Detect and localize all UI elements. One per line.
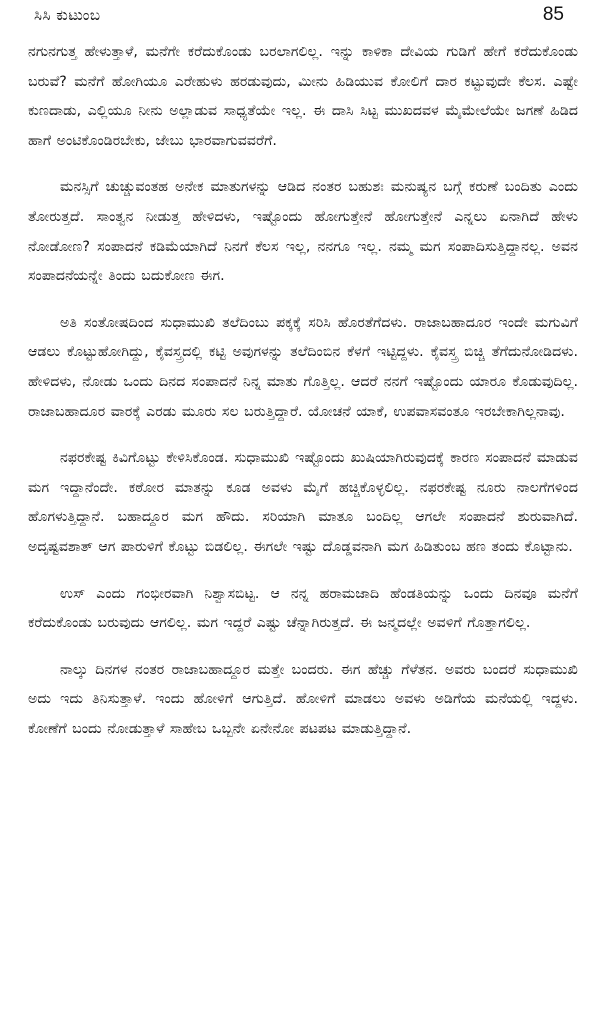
paragraph-6: ನಾಲ್ಕು ದಿನಗಳ ನಂತರ ರಾಜಾಬಹಾದ್ದೂರ ಮತ್ತೇ ಬಂದರು. ಈಗ ಹೆಚ್ಚು ಗೆಳೆತನ. ಅವರು ಬಂದರೆ ಸುಧಾಮುಖಿ ಅದು ಇದು ತಿನಿಸುತ್ತಾಳೆ. ಇಂದು ಹೋಳಿಗೆ ಆಗುತ್ತಿದೆ. ಹೋಳಿಗೆ ಮಾಡಲು ಅವಳು ಅಡಿಗೆಯ ಮನೆಯಲ್ಲಿ ಇದ್ದಳು. ಕೋಣೆಗೆ ಬಂದು ನೋಡುತ್ತಾಳೆ ಸಾಹೇಬ ಒಬ್ಬನೇ ಏನೇನೋ ಪಟಪಟ ಮಾಡುತ್ತಿದ್ದಾನೆ.: [28, 661, 578, 737]
paragraph-2: ಮನಸ್ಸಿಗೆ ಚುಚ್ಚುವಂತಹ ಅನೇಕ ಮಾತುಗಳನ್ನು ಆಡಿದ ನಂತರ ಬಹುಶಃ ಮನುಷ್ಯನ ಬಗ್ಗೆ ಕರುಣೆ ಬಂದಿತು ಎಂದು ತೋರುತ್ತದೆ. ಸಾಂತ್ವನ ನೀಡುತ್ತ ಹೇಳಿದಳು, ಇಷ್ಟೊಂದು ಹೋಗುತ್ತೇನೆ ಹೋಗುತ್ತೇನೆ ಎನ್ನಲು ಏನಾಗಿದೆ ಹೇಳು ನೋಡೋಣ? ಸಂಪಾದನೆ ಕಡಿಮೆಯಾಗಿದೆ ನಿನಗೆ ಕೆಲಸ ಇಲ್ಲ, ನನಗೂ ಇಲ್ಲ. ನಮ್ಮ ಮಗ ಸಂಪಾದಿಸುತ್ತಿದ್ದಾನಲ್ಲ. ಅವನ ಸಂಪಾದನೆಯನ್ನೇ ತಿಂದು ಬದುಕೋಣ ಈಗ.: [28, 179, 578, 285]
body-text: [28, 38, 578, 744]
running-title: ಸಿಸಿ ಕುಟುಂಬ: [34, 6, 101, 24]
paragraph-4: ನಫರಕೇಷ್ಟ ಕಿವಿಗೊಟ್ಟು ಕೇಳಿಸಿಕೊಂಡ. ಸುಧಾಮುಖಿ ಇಷ್ಟೊಂದು ಖುಷಿಯಾಗಿರುವುದಕ್ಕೆ ಕಾರಣ ಸಂಪಾದನೆ ಮಾಡುವ ಮಗ ಇದ್ದಾನೆಂದೇ. ಕಠೋರ ಮಾತನ್ನು ಕೂಡ ಅವಳು ಮೈಗೆ ಹಚ್ಚಿಕೊಳ್ಳಲಿಲ್ಲ. ನಫರಕೇಷ್ಟ ನೂರು ನಾಲಗೆಗಳಿಂದ ಹೊಗಳುತ್ತಿದ್ದಾನೆ. ಬಹಾದ್ದೂರ ಮಗ ಹೌದು. ಸರಿಯಾಗಿ ಮಾತೂ ಬಂದಿಲ್ಲ ಆಗಲೇ ಸಂಪಾದನೆ ಶುರುವಾಗಿದೆ. ಅದೃಷ್ಟವಶಾತ್ ಆಗ ಪಾರುಳಿಗೆ ಕೊಟ್ಟು ಬಿಡಲಿಲ್ಲ. ಈಗಲೇ ಇಷ್ಟು ದೊಡ್ಡವನಾಗಿ ಮಗ ಹಿಡಿತುಂಬ ಹಣ ತಂದು ಕೊಟ್ಟಾನು.: [28, 450, 578, 555]
paragraph-1: ನಗುನಗುತ್ತ ಹೇಳುತ್ತಾಳೆ, ಮನೆಗೇ ಕರೆದುಕೊಂಡು ಬರಲಾಗಲಿಲ್ಲ. ಇನ್ನು ಕಾಳಿಕಾ ದೇವಿಯ ಗುಡಿಗೆ ಹೇಗೆ ಕರೆದುಕೊಂಡು ಬರುವೆ? ಮನೆಗೆ ಹೋಗಿಯೂ ಎರೇಹುಳು ಹರಡುವುದು, ಮೀನು ಹಿಡಿಯುವ ಕೋಲಿಗೆ ದಾರ ಕಟ್ಟುವುದೇ ಕೆಲಸ. ಎಷ್ಟೇ ಕುಣದಾಡು, ಎಲ್ಲಿಯೂ ನೀನು ಅಲ್ಲಾಡುವ ಸಾಧ್ಯತೆಯೇ ಇಲ್ಲ. ಈ ದಾಸಿ ಸಿಟ್ಟ ಮುಖದವಳ ಮೈಮೇಲೆಯೇ ಜಗಣೆ ಹಿಡಿದ ಹಾಗೆ ಅಂಟಿಕೊಂಡಿರಬೇಕು, ಜೇಬು ಭಾರವಾಗುವವರೆಗೆ.: [28, 44, 578, 149]
running-header: [28, 2, 578, 32]
paragraph-5: ಉಸ್ ಎಂದು ಗಂಭೀರವಾಗಿ ನಿಶ್ವಾಸಬಿಟ್ಟ. ಆ ನನ್ನ ಹರಾಮಜಾದಿ ಹೆಂಡತಿಯನ್ನು ಒಂದು ದಿನವೂ ಮನೆಗೆ ಕರೆದುಕೊಂಡು ಬರುವುದು ಆಗಲಿಲ್ಲ. ಮಗ ಇದ್ದರೆ ಎಷ್ಟು ಚೆನ್ನಾಗಿರುತ್ತದೆ. ಈ ಜನ್ಮದಲ್ಲೇ ಅವಳಿಗೆ ಗೊತ್ತಾಗಲಿಲ್ಲ.: [28, 585, 578, 632]
page-number: 85: [542, 4, 564, 25]
paragraph-3: ಅತಿ ಸಂತೋಷದಿಂದ ಸುಧಾಮುಖಿ ತಲೆದಿಂಬು ಪಕ್ಕಕ್ಕೆ ಸರಿಸಿ ಹೊರತೆಗೆದಳು. ರಾಜಾಬಹಾದೂರ ಇಂದೇ ಮಗುವಿಗೆ ಆಡಲು ಕೊಟ್ಟುಹೋಗಿದ್ದು, ಕೈವಸ್ತ್ರದಲ್ಲಿ ಕಟ್ಟಿ ಅವುಗಳನ್ನು ತಲೆದಿಂಬಿನ ಕೆಳಗೆ ಇಟ್ಟಿದ್ದಳು. ಕೈವಸ್ತ್ರ ಬಿಚ್ಚಿ ತೆಗೆದುನೋಡಿದಳು. ಹೇಳಿದಳು, ನೋಡು ಒಂದು ದಿನದ ಸಂಪಾದನೆ ನಿನ್ನ ಮಾತು ಗೊತ್ತಿಲ್ಲ. ಆದರೆ ನನಗೆ ಇಷ್ಟೊಂದು ಯಾರೂ ಕೊಡುವುದಿಲ್ಲ. ರಾಜಾಬಹಾದೂರ ವಾರಕ್ಕೆ ಎರಡು ಮೂರು ಸಲ ಬರುತ್ತಿದ್ದಾರೆ. ಯೋಚನೆ ಯಾಕೆ, ಉಪವಾಸವಂತೂ ಇರಬೇಕಾಗಿಲ್ಲನಾವು.: [28, 314, 578, 420]
